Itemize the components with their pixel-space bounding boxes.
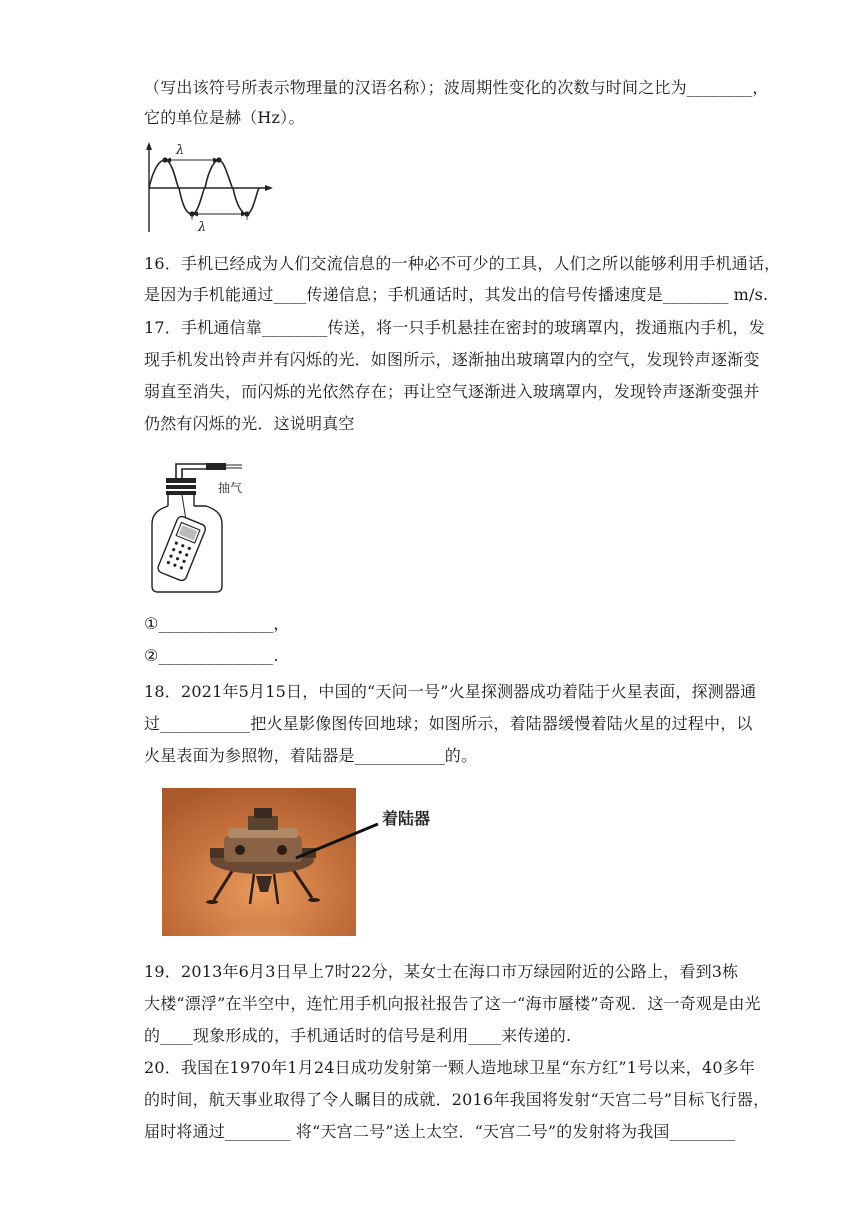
q19-line-2: 大楼“漂浮”在半空中，连忙用手机向报社报告了这一“海市蜃楼”奇观．这一奇观是由光	[144, 994, 761, 1013]
q20-line-2: 的时间，航天事业取得了令人瞩目的成就．2016年我国将发射“天宫二号”目标飞行器，	[144, 1090, 770, 1109]
q19-line-1: 19．2013年6月3日早上7时22分，某女士在海口市万绿园附近的公路上，看到3栋	[144, 962, 739, 981]
q19-line-3: 的____现象形成的，手机通话时的信号是利用____来传递的.	[144, 1026, 572, 1045]
lander-label: 着陆器	[382, 809, 431, 828]
wave-figure	[143, 140, 275, 236]
wave-lambda-top: λ	[176, 143, 185, 158]
q17-line-4: 仍然有闪烁的光．这说明真空	[144, 414, 355, 433]
bell-jar-figure	[146, 458, 258, 596]
q20-line-1: 20．我国在1970年1月24日成功发射第一颗人造地球卫星“东方红”1号以来，40多年	[144, 1058, 756, 1077]
wave-lambda-bottom: λ	[198, 220, 207, 235]
q17-line-1: 17．手机通信靠________传送，将一只手机悬挂在密封的玻璃罩内，拨通瓶内手机，发	[144, 318, 765, 337]
q16-line-2: 是因为手机能通过____传递信息；手机通话时，其发出的信号传播速度是________ m/s.	[144, 285, 769, 304]
q17-line-2: 现手机发出铃声并有闪烁的光．如图所示，逐渐抽出玻璃罩内的空气，发现铃声逐渐变	[144, 350, 760, 369]
bell-jar-label: 抽气	[218, 481, 243, 495]
q18-line-3: 火星表面为参照物，着陆器是___________的。	[144, 746, 478, 765]
q15-line-1: （写出该符号所表示物理量的汉语名称）；波周期性变化的次数与时间之比为________，	[144, 78, 769, 97]
lander-pointer	[290, 800, 450, 862]
q18-line-2: 过___________把火星影像图传回地球；如图所示，着陆器缓慢着陆火星的过程中，以	[144, 714, 753, 733]
q16-line-1: 16．手机已经成为人们交流信息的一种必不可少的工具，人们之所以能够利用手机通话，	[144, 254, 781, 273]
q20-line-3: 届时将通过________ 将“天宫二号”送上太空．“天宫二号”的发射将为我国________	[144, 1122, 736, 1141]
q18-line-1: 18．2021年5月15日，中国的“天问一号”火星探测器成功着陆于火星表面，探测器通	[144, 682, 757, 701]
q15-line-2: 它的单位是赫（Hz）。	[144, 108, 305, 127]
q17-line-3: 弱直至消失，而闪烁的光依然存在；再让空气逐渐进入玻璃罩内，发现铃声逐渐变强并	[144, 382, 760, 401]
q17-answer-2: ②______________.	[144, 646, 279, 665]
q17-answer-1: ①______________，	[144, 614, 290, 633]
